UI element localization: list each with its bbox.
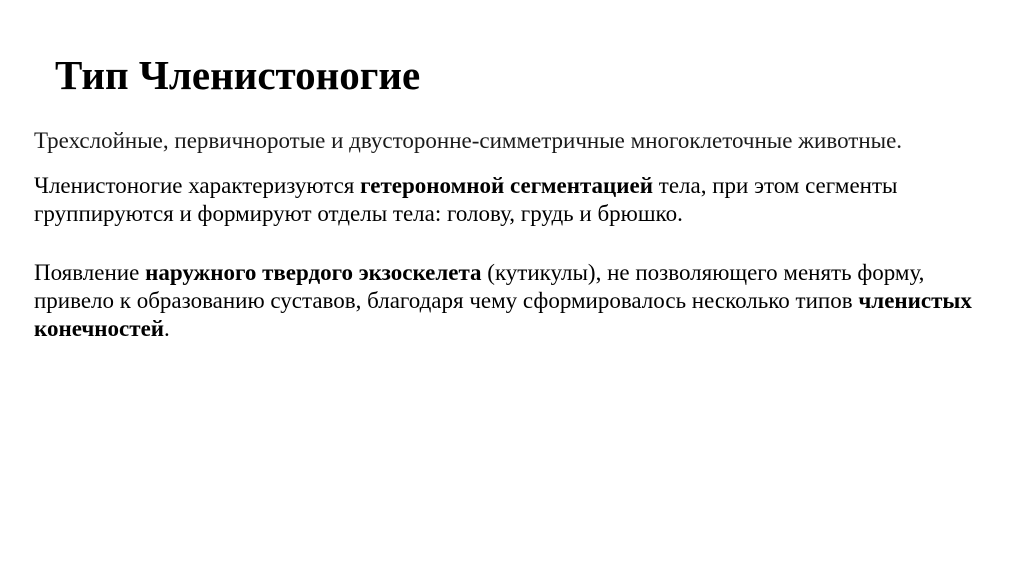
paragraph-segmentation-text-start: Членистоногие характеризуются: [34, 173, 361, 198]
paragraph-definition: Трехслойные, первичноротые и двусторонне-симметричные многоклеточные животные.: [34, 128, 903, 153]
paragraph-exoskeleton-text-end: .: [164, 316, 170, 341]
paragraph-segmentation: [34, 172, 994, 228]
paragraph-exoskeleton-text-start: Появление: [34, 260, 146, 285]
term-heteronomous-segmentation: гетерономной сегментацией: [360, 173, 654, 198]
paragraph-segmentation-text-end: тела, при этом сегменты группируются и формируют отделы тела: голову, грудь и брюшко.: [34, 173, 898, 226]
term-exoskeleton: наружного твердого экзоскелета: [145, 260, 482, 285]
paragraph-exoskeleton: [34, 259, 994, 343]
paragraph-exoskeleton-text-middle: (кутикулы), не позволяющего менять форму, привело к образованию суставов, благодаря чему сформировалось несколько типов: [34, 260, 925, 313]
term-jointed-limbs: членистых конечностей: [34, 288, 972, 341]
slide-title: Тип Членистоногие: [55, 52, 421, 98]
